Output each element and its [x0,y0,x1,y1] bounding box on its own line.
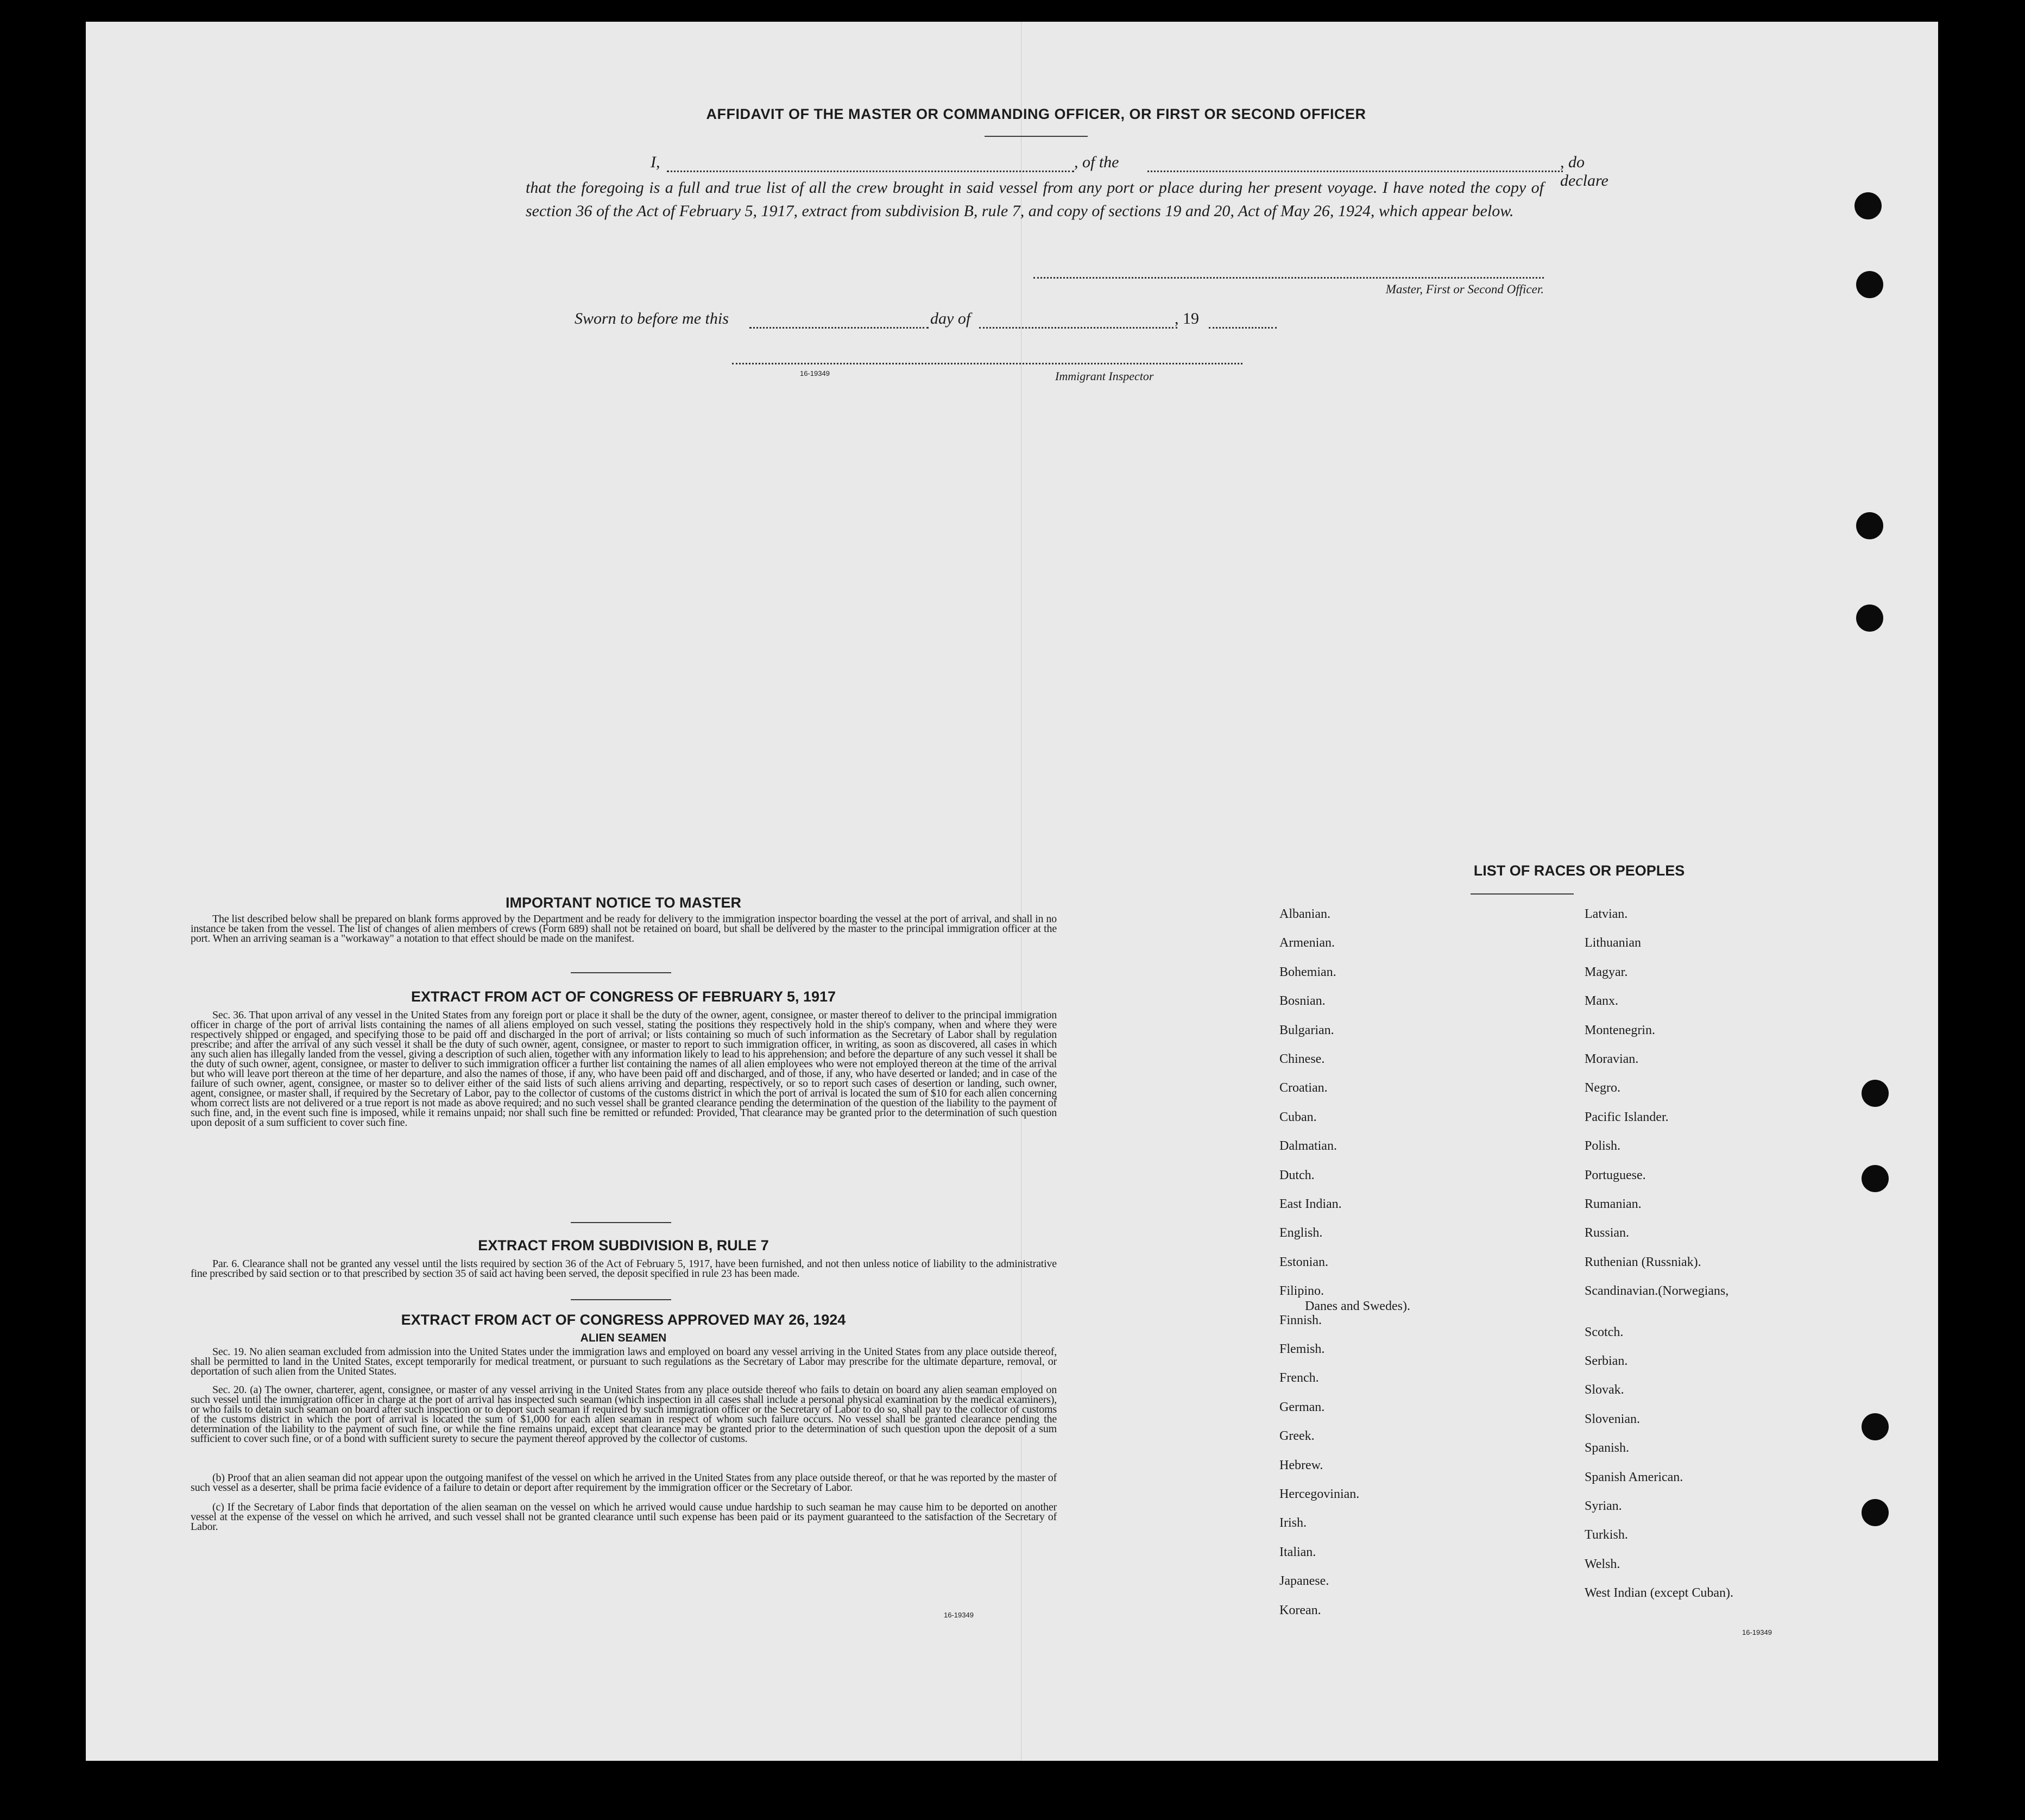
race-item-left: Dutch. [1279,1168,1315,1182]
extract-1917-title: EXTRACT FROM ACT OF CONGRESS OF FEBRUARY 5, 1917 [411,988,836,1005]
race-item-left: Albanian. [1279,907,1330,921]
signature-label: Master, First or Second Officer. [1385,282,1544,296]
day-of-label: day of [930,310,971,328]
race-item-left: Armenian. [1279,936,1335,950]
race-item-left: Filipino. [1279,1284,1324,1298]
punch-hole [1856,604,1883,632]
of-the-label: , of the [1074,153,1119,171]
race-item-right: Pacific Islander. [1585,1110,1669,1124]
extract-1917-body: Sec. 36. That upon arrival of any vessel in the United States from any foreign port or place it shall be the duty of the owner, agent, consignee, or master thereof to deliver to the principal immigration officer in charge of the port of arrival lists containing the names of all aliens employed on such vessel, stating the positions they respectively hold in the ship's company, when and where they were respectively shipped or engaged, and specifying those to be paid off and discharged in the port of arrival; or lists containing so much of such information as the Secretary of Labor shall by regulation prescribe; and after the arrival of any such vessel it shall be the duty of such owner, agent, consignee, or master to report to such immigration officer, in writing, as soon as discovered, all cases in which any such alien has illegally landed from the vessel, giving a description of such alien, together with any information likely to lead to his apprehension; and before the departure of any such vessel it shall be the duty of such owner, agent, consignee, or master to deliver to such immigration officer a further list containing the names of all alien employees who were not employed thereon at the time of the arrival but who will leave port thereon at the time of her departure, and also the names of those, if any, who have been paid off and discharged, and of those, if any, who have deserted or landed; and in case of the failure of such owner, agent, consignee, or master so to deliver either of the said lists of such aliens arriving and departing, respectively, or so to report such cases of desertion or landing, such owner, agent, consignee, or master shall, if required by the Secretary of Labor, pay to the collector of customs of the customs district in which the port of arrival is located the sum of $10 for each alien concerning whom correct lists are not delivered or a true report is not made as above required; and no such vessel shall be granted clearance pending the determination of the question of the liability to the payment of such fine, and, in the event such fine is imposed, while it remains unpaid; nor shall such fine be remitted or refunded: Provided, That clearance may be granted prior to the determination of such question upon deposit of a sum sufficient to cover such fine. [191,1009,1057,1129]
race-item-left: Bohemian. [1279,965,1336,979]
extract-rule7-title: EXTRACT FROM SUBDIVISION B, RULE 7 [478,1237,769,1254]
race-item-right: Portuguese. [1585,1168,1646,1182]
race-item-left: Bulgarian. [1279,1023,1334,1037]
notice-title: IMPORTANT NOTICE TO MASTER [506,895,741,911]
do-declare-label: , do declare [1560,153,1608,190]
race-item-left: Italian. [1279,1545,1316,1559]
race-item-left: French. [1279,1371,1319,1385]
inspector-signature-field[interactable] [732,363,1242,364]
extract-1924-sec20b: (b) Proof that an alien seaman did not appear upon the outgoing manifest of the vessel on which he arrived in the United States from any place outside thereof, or that he was reported by the master of such vessel as a deserter, shall be prima facie evidence of a failure to detain or deport after requirement by the immigration officer or the Secretary of Labor. [191,1472,1057,1494]
race-item-right: Magyar. [1585,965,1628,979]
race-item-right: Slovak. [1585,1383,1624,1397]
notice-body: The list described below shall be prepared on blank forms approved by the Department and be ready for delivery to the immigration inspector boarding the vessel at the port of arrival, and shall in no instance be taken from the vessel. The list of changes of alien members of crews (Form 689) shall not be retained on board, but shall be delivered by the master to the principal immigration officer at the port. When an arriving seaman is a "workaway" a notation to that effect should be made on the manifest. [191,913,1057,944]
divider-2 [571,1222,671,1223]
punch-hole [1862,1499,1889,1526]
races-form-number: 16-19349 [1742,1628,1772,1636]
race-item-right: Russian. [1585,1226,1630,1240]
extract-1924-sec20c: (c) If the Secretary of Labor finds that deportation of the alien seaman on the vessel on which he arrived would cause undue hardship to such seaman he may cause him to be deported on another vessel at the expense of the vessel on which he arrived, and such vessel shall not be granted clearance until such expense has been paid or its payment guaranteed to the satisfaction of the Secretary of Labor. [191,1501,1057,1533]
signature-field[interactable] [1033,277,1544,279]
race-item-left: Korean. [1279,1603,1321,1617]
affidavit-declarant-line [526,153,1631,190]
title-underline [985,136,1088,137]
alien-seamen-subtitle: ALIEN SEAMEN [580,1332,667,1344]
divider-1 [571,972,671,973]
punch-hole [1862,1413,1889,1440]
race-item-left: Hebrew. [1279,1458,1323,1472]
extract-form-number: 16-19349 [944,1611,974,1619]
race-item-right: Welsh. [1585,1557,1620,1571]
race-item-left: Japanese. [1279,1574,1329,1588]
race-item-left: Croatian. [1279,1081,1328,1095]
affidavit-form-number: 16-19349 [800,369,830,377]
race-item-left: English. [1279,1226,1323,1240]
name-field[interactable] [667,171,1074,172]
race-item-right: Negro. [1585,1081,1620,1095]
race-item-right: Moravian. [1585,1052,1639,1066]
races-title-underline [1471,893,1574,895]
document-sheet [86,22,1938,1761]
race-item-right: Rumanian. [1585,1197,1642,1211]
extract-1924-sec19: Sec. 19. No alien seaman excluded from admission into the United States under the immigration laws and employed on board any vessel arriving in the United States from any place outside thereof, shall be permitted to land in the United States, except temporarily for medical treatment, or pursuant to such regulations as the Secretary of Labor may prescribe for the ultimate departure, removal, or deportation of such alien from the United States. [191,1346,1057,1377]
race-item-right: Turkish. [1585,1528,1628,1542]
race-item-left: Cuban. [1279,1110,1317,1124]
race-item-right: Syrian. [1585,1499,1622,1513]
punch-hole [1854,192,1882,219]
race-item-left: Irish. [1279,1516,1307,1530]
race-item-right: Scandinavian.(Norwegians, [1585,1284,1729,1298]
race-item-right: Spanish. [1585,1441,1630,1455]
race-item-right: Serbian. [1585,1354,1628,1368]
race-item-left: Hercegovinian. [1279,1487,1360,1501]
race-item-right: Danes and Swedes). [1305,1299,1410,1313]
affidavit-body: that the foregoing is a full and true list of all the crew brought in said vessel from any port or place during her present voyage. I have noted the copy of section 36 of the Act of February 5, 1917, extract from subdivision B, rule 7, and copy of sections 19 and 20, Act of May 26, 1924, which appear below. [526,179,1544,220]
race-item-right: Spanish American. [1585,1470,1683,1484]
punch-hole [1862,1165,1889,1192]
race-item-left: Chinese. [1279,1052,1325,1066]
inspector-label: Immigrant Inspector [1055,369,1154,383]
race-item-right: Scotch. [1585,1325,1624,1339]
race-item-right: West Indian (except Cuban). [1585,1586,1733,1600]
sworn-label: Sworn to before me this [575,310,729,328]
punch-hole [1856,271,1883,298]
year-label: , 19 [1175,310,1199,328]
race-item-right: Polish. [1585,1139,1621,1153]
race-item-right: Montenegrin. [1585,1023,1655,1037]
sworn-day-field[interactable] [749,327,929,329]
punch-hole [1862,1080,1889,1107]
race-item-right: Manx. [1585,994,1618,1008]
extract-rule7-body: Par. 6. Clearance shall not be granted any vessel until the lists required by section 36 of the Act of February 5, 1917, have been furnished, and not then unless notice of liability to the administrative fine prescribed by said section or to that prescribed by section 35 of said act having been served, the deposit specified in rule 23 has been made. [191,1258,1057,1280]
race-item-right: Lithuanian [1585,936,1641,950]
race-item-left: Estonian. [1279,1255,1328,1269]
race-item-left: Finnish. [1279,1313,1322,1327]
punch-hole [1856,512,1883,539]
race-item-right: Slovenian. [1585,1412,1640,1426]
race-item-left: Flemish. [1279,1342,1325,1356]
sworn-year-field[interactable] [1209,327,1277,329]
race-item-left: Dalmatian. [1279,1139,1337,1153]
sworn-line [575,310,1335,333]
race-item-left: German. [1279,1400,1325,1414]
sworn-month-field[interactable] [979,327,1177,329]
affidavit-title: AFFIDAVIT OF THE MASTER OR COMMANDING OFFICER, OR FIRST OR SECOND OFFICER [706,106,1366,122]
page-fold [1021,22,1023,1761]
race-item-left: East Indian. [1279,1197,1342,1211]
i-label: I, [651,153,660,171]
races-title: LIST OF RACES OR PEOPLES [1473,862,1685,879]
divider-3 [571,1299,671,1300]
race-item-left: Greek. [1279,1429,1315,1443]
race-item-right: Latvian. [1585,907,1628,921]
vessel-field[interactable] [1147,171,1563,172]
race-item-right: Ruthenian (Russniak). [1585,1255,1701,1269]
extract-1924-title: EXTRACT FROM ACT OF CONGRESS APPROVED MAY 26, 1924 [401,1312,846,1328]
race-item-left: Bosnian. [1279,994,1326,1008]
extract-1924-sec20a: Sec. 20. (a) The owner, charterer, agent, consignee, or master of any vessel arriving in the United States from any place outside thereof who fails to detain on board any alien seaman employed on such vessel until the immigration officer in charge at the port of arrival has inspected such seaman (which inspection in all cases shall include a personal physical examination by the medical examiners), or who fails to detain such seaman on board after such inspection or to deport such seaman if required by such immigration officer or the Secretary of Labor to do so, shall pay to the collector of customs of the customs district in which the port of arrival is located the sum of $1,000 for each alien seaman in respect of whom such failure occurs. No vessel shall be granted clearance pending the determination of the liability to the payment of such fine, or while the fine remains unpaid, except that clearance may be granted prior to the determination of such question upon the deposit of a sum sufficient to cover such fine, or of a bond with sufficient surety to secure the payment thereof approved by the collector of customs. [191,1384,1057,1445]
